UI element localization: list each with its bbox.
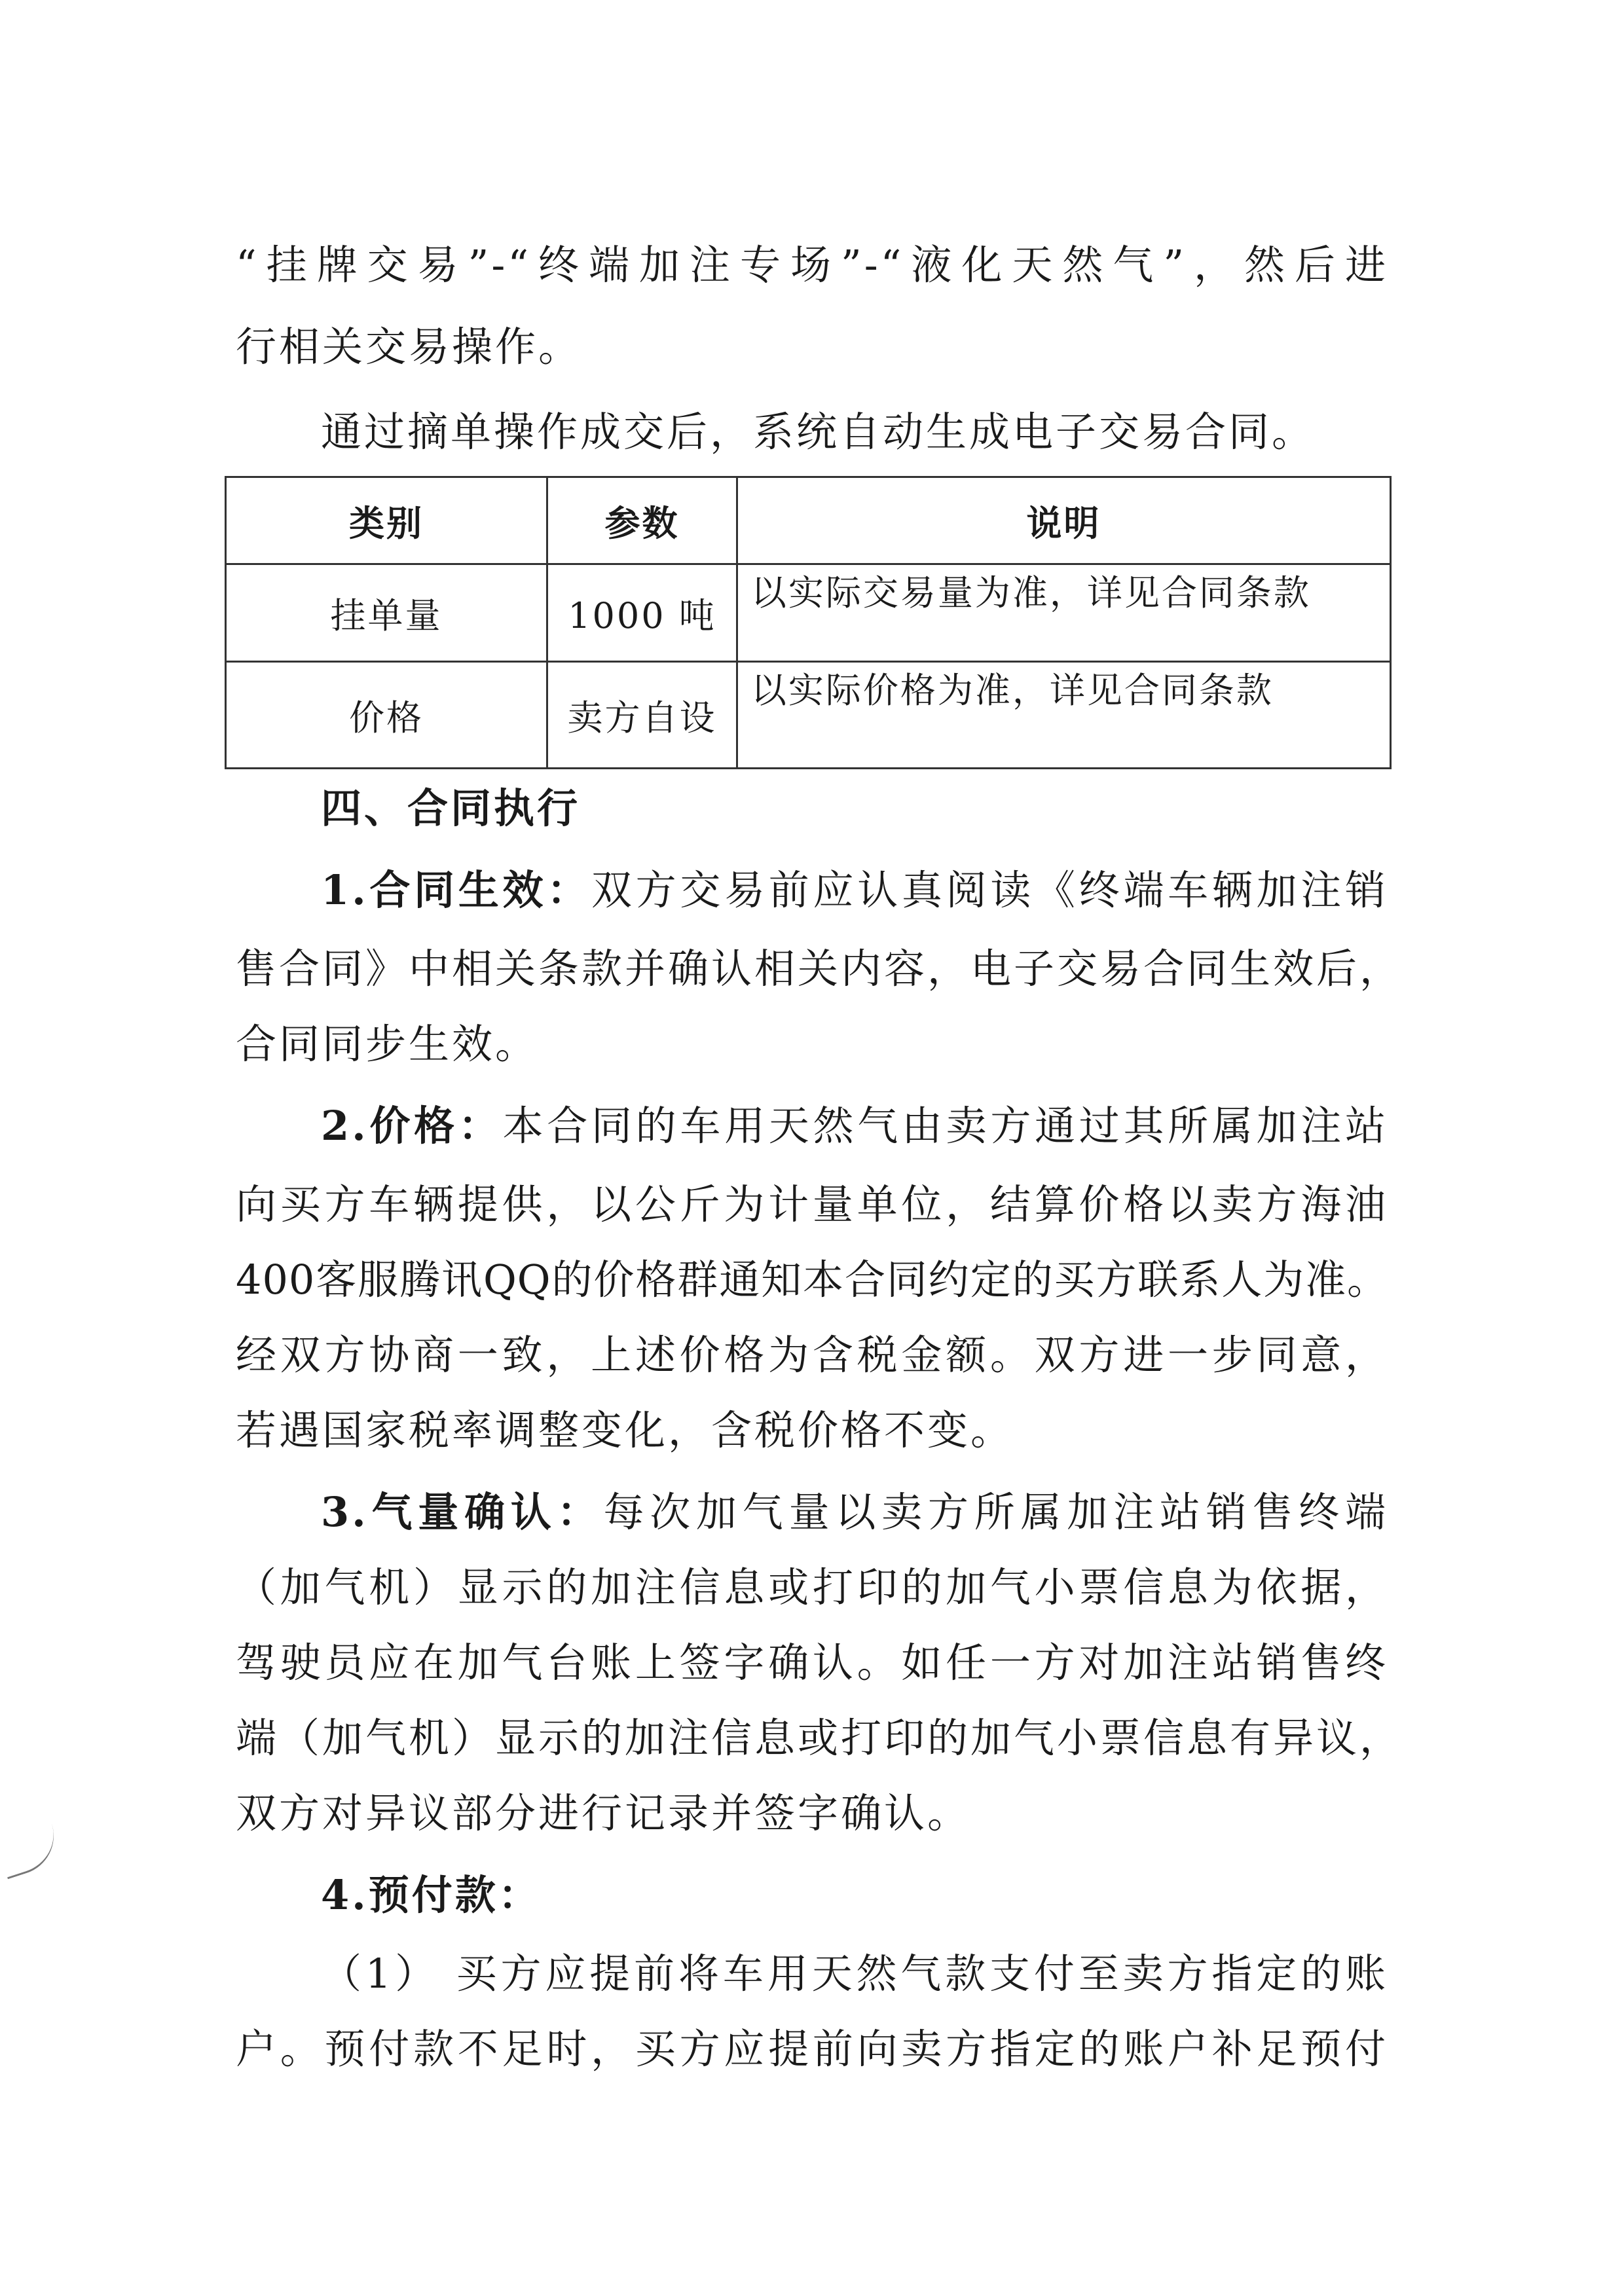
item-text: 本合同的车用天然气由卖方通过其所属加注站 [502,1102,1388,1150]
parameter-table [225,476,1392,769]
item-label: 4.预付款： [321,1871,542,1919]
paragraph-line: 售合同》中相关条款并确认相关内容，电子交易合同生效后， [236,945,1403,993]
paragraph-line: （加气机）显示的加注信息或打印的加气小票信息为依据， [236,1563,1388,1611]
item-label: 2.价格： [321,1102,503,1150]
paragraph-line: 双方对异议部分进行记录并签字确认。 [236,1789,971,1837]
table-row [226,564,1391,662]
paragraph-line: 400客服腾讯QQ的价格群通知本合同约定的买方联系人为准。 [236,1256,1388,1303]
table-row [226,662,1391,769]
table-header-cell: 参数 [547,477,737,564]
table-header-cell: 说明 [737,477,1390,564]
section-heading: 四、合同执行 [321,784,581,832]
table-cell: 价格 [226,662,547,769]
paragraph-line: 驾驶员应在加气台账上签字确认。如任一方对加注站销售终 [236,1639,1388,1686]
paragraph-line [321,1486,1388,1539]
paragraph-line: 若遇国家税率调整变化，含税价格不变。 [236,1406,1014,1454]
paragraph-line: 合同同步生效。 [236,1020,539,1068]
margin-mark [0,1822,64,1880]
paragraph-line: （1） 买方应提前将车用天然气款支付至卖方指定的账 [321,1950,1388,1997]
paragraph-line: 端（加气机）显示的加注信息或打印的加气小票信息有异议， [236,1714,1403,1762]
item-text: 双方交易前应认真阅读《终端车辆加注销 [591,866,1388,914]
paragraph-line [321,1100,1388,1152]
item-label: 3.气量确认： [321,1488,604,1536]
paragraph-line [321,864,1388,917]
paragraph-line: 经双方协商一致，上述价格为含税金额。双方进一步同意， [236,1331,1388,1379]
table-cell: 卖方自设 [547,662,737,769]
paragraph-line: 向买方车辆提供，以公斤为计量单位，结算价格以卖方海油 [236,1180,1388,1228]
table-header-row [226,477,1391,564]
paragraph-line: 通过摘单操作成交后，系统自动生成电子交易合同。 [321,408,1316,456]
item-label: 1.合同生效： [321,866,591,914]
table-cell: 以实际价格为准，详见合同条款 [737,662,1390,769]
paragraph-line: 户。预付款不足时，买方应提前向卖方指定的账户补足预付 [236,2025,1388,2073]
item-text: 每次加气量以卖方所属加注站销售终端 [603,1488,1388,1536]
table-cell: 以实际交易量为准，详见合同条款 [737,564,1390,662]
paragraph-line: “挂牌交易”-“终端加注专场”-“液化天然气”，然后进 [236,241,1388,289]
table-cell: 1000 吨 [547,564,737,662]
table-cell: 挂单量 [226,564,547,662]
table-header-cell: 类别 [226,477,547,564]
paragraph-line: 行相关交易操作。 [236,323,582,371]
